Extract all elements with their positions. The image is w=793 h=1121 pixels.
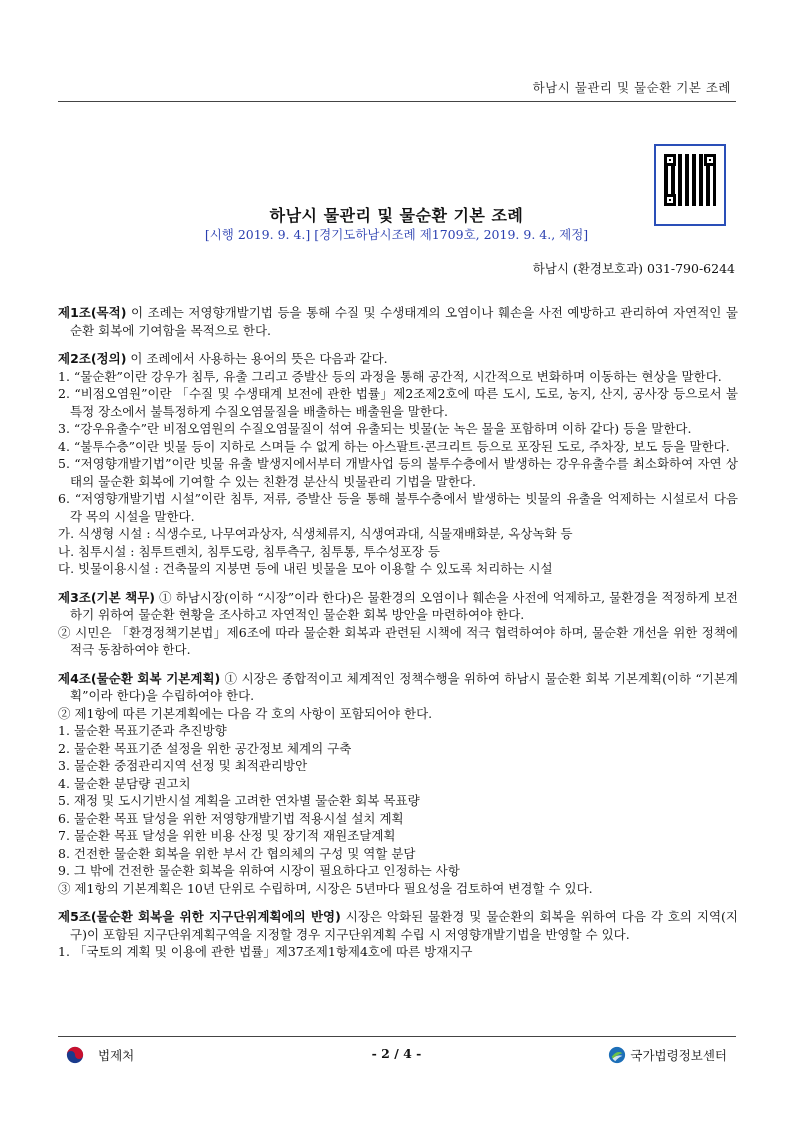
header-divider	[58, 101, 736, 102]
list-item: 2. 물순환 목표기준 설정을 위한 공간정보 체계의 구축	[58, 740, 352, 756]
list-item: 1. 「국토의 계획 및 이용에 관한 법률」제37조제1항제4호에 따른 방재지구	[58, 944, 473, 959]
list-item: 3. 물순환 중점관리지역 선정 및 최적관리방안	[58, 758, 308, 773]
list-item: 9. 그 밖에 건전한 물순환 회복을 위하여 시장이 필요하다고 인정하는 사항	[58, 863, 460, 878]
article-heading: 제1조(목적)	[58, 305, 127, 320]
list-item: 1. 물순환 목표기준과 추진방향	[58, 723, 227, 738]
paragraph-item: ② 제1항에 따른 기본계획에는 다음 각 호의 사항이 포함되어야 한다.	[58, 705, 433, 721]
list-item: 3. “강우유출수”란 비점오염원의 수질오염물질이 섞여 유출되는 빗물(눈 녹은 물을 포함하며 이하 같다) 등을 말한다.	[58, 421, 692, 436]
list-item: 5. “저영향개발기법”이란 빗물 유출 발생지에서부터 개발사업 등의 불투수층에서 발생하는 강우유출수를 최소화하여 자연 상태의 물순환 회복에 기여할 수 있는 친환경 분산식 빗물관리 기법을 말한다.	[58, 456, 738, 489]
footer-right-label: 국가법령정보센터	[630, 1048, 727, 1063]
list-item: 4. “불투수층”이란 빗물 등이 지하로 스며들 수 없게 하는 아스팔트·콘크리트 등으로 포장된 도로, 주차장, 보도 등을 말한다.	[58, 438, 730, 454]
sub-item: 가. 식생형 시설 : 식생수로, 나무여과상자, 식생체류지, 식생여과대, 식물재배화분, 옥상녹화 등	[58, 526, 573, 541]
list-item: 4. 물순환 분담량 권고치	[58, 775, 191, 791]
article-heading: 제2조(정의)	[58, 351, 127, 366]
article-text: 제2조(정의) 이 조례에서 사용하는 용어의 뜻은 다음과 같다.	[58, 351, 388, 366]
list-item: 8. 건전한 물순환 회복을 위한 부서 간 협의체의 구성 및 역할 분담	[58, 845, 416, 861]
article-heading: 제5조(물순환 회복을 위한 지구단위계획에의 반영)	[58, 909, 341, 924]
list-item: 2. “비점오염원”이란 「수질 및 수생태계 보전에 관한 법률」제2조제2호에 따른 도시, 도로, 농지, 산지, 공사장 등으로서 불특정 장소에서 불특정하게 수질오염물질을 배출하는 배출원을 말한다.	[58, 386, 738, 419]
footer-right	[608, 1046, 727, 1064]
document-body	[58, 304, 738, 965]
law-center-logo-icon	[608, 1046, 626, 1064]
enactment-info[interactable]: [시행 2019. 9. 4.] [경기도하남시조례 제1709호, 2019. 9. 4., 제정]	[204, 227, 589, 242]
sub-item: 나. 침투시설 : 침투트렌치, 침투도랑, 침투측구, 침투통, 투수성포장 등	[58, 543, 440, 559]
qr-finder-icon	[704, 154, 716, 166]
article-4	[58, 670, 738, 898]
paragraph-item: ③ 제1항의 기본계획은 10년 단위로 수립하며, 시장은 5년마다 필요성을 검토하여 변경할 수 있다.	[58, 880, 593, 896]
document-title: 하남시 물관리 및 물순환 기본 조례	[269, 206, 524, 225]
qr-finder-icon	[664, 154, 676, 166]
list-item: 6. 물순환 목표 달성을 위한 저영향개발기법 적용시설 설치 계획	[58, 810, 404, 826]
page-number: - 2 / 4 -	[371, 1046, 422, 1061]
article-text: 제4조(물순환 회복 기본계획) ① 시장은 종합적이고 체계적인 정책수행을 위하여 하남시 물순환 회복 기본계획(이하 “기본계획”이라 한다)을 수립하여야 한다.	[58, 670, 738, 703]
list-item: 5. 재정 및 도시기반시설 계획을 고려한 연차별 물순환 회복 목표량	[58, 793, 420, 808]
footer-left-label: 법제처	[98, 1048, 135, 1063]
footer-divider	[58, 1036, 736, 1037]
article-1	[58, 304, 738, 339]
article-text: 제5조(물순환 회복을 위한 지구단위계획에의 반영) 시장은 악화된 물환경 및 물순환의 회복을 위하여 다음 각 호의 지역(지구)이 포함된 지구단위계획구역을 지정할 경우 지구단위계획 수립 시 저영향개발기법을 반영할 수 있다.	[58, 909, 738, 942]
sub-item: 다. 빗물이용시설 : 건축물의 지붕면 등에 내린 빗물을 모아 이용할 수 있도록 처리하는 시설	[58, 561, 553, 576]
article-text: 제3조(기본 책무) ① 하남시장(이하 “시장”이라 한다)은 물환경의 오염이나 훼손을 사전에 억제하고, 물환경을 적정하게 보전하기 위하여 물순환 현황을 조사하고 자연적인 물순환 회복 방안을 마련하여야 한다.	[58, 589, 739, 622]
list-item: 1. “물순환”이란 강우가 침투, 유출 그리고 증발산 등의 과정을 통해 공간적, 시간적으로 변화하며 이동하는 현상을 말한다.	[58, 368, 722, 384]
article-heading: 제3조(기본 책무)	[58, 589, 156, 605]
paragraph-item: ② 시민은 「환경정책기본법」제6조에 따라 물순환 회복과 관련된 시책에 적극 협력하여야 하며, 물순환 개선을 위한 정책에 적극 동참하여야 한다.	[58, 624, 738, 657]
department-contact: 하남시 (환경보호과) 031-790-6244	[532, 261, 735, 276]
article-text: 제1조(목적) 이 조례는 저영향개발기법 등을 통해 수질 및 수생태계의 오염이나 훼손을 사전 예방하고 관리하여 자연적인 물순환 회복에 기여함을 목적으로 한다.	[58, 305, 738, 338]
list-item: 7. 물순환 목표 달성을 위한 비용 산정 및 장기적 재원조달계획	[58, 828, 396, 843]
running-header: 하남시 물관리 및 물순환 기본 조례	[532, 80, 731, 95]
article-3	[58, 589, 738, 659]
list-item: 6. “저영향개발기법 시설”이란 침투, 저류, 증발산 등을 통해 불투수층에서 발생하는 빗물의 유출을 억제하는 시설로서 다음 각 목의 시설을 말한다.	[58, 491, 738, 524]
article-5	[58, 908, 738, 961]
article-heading: 제4조(물순환 회복 기본계획)	[58, 670, 221, 686]
article-2	[58, 350, 738, 578]
